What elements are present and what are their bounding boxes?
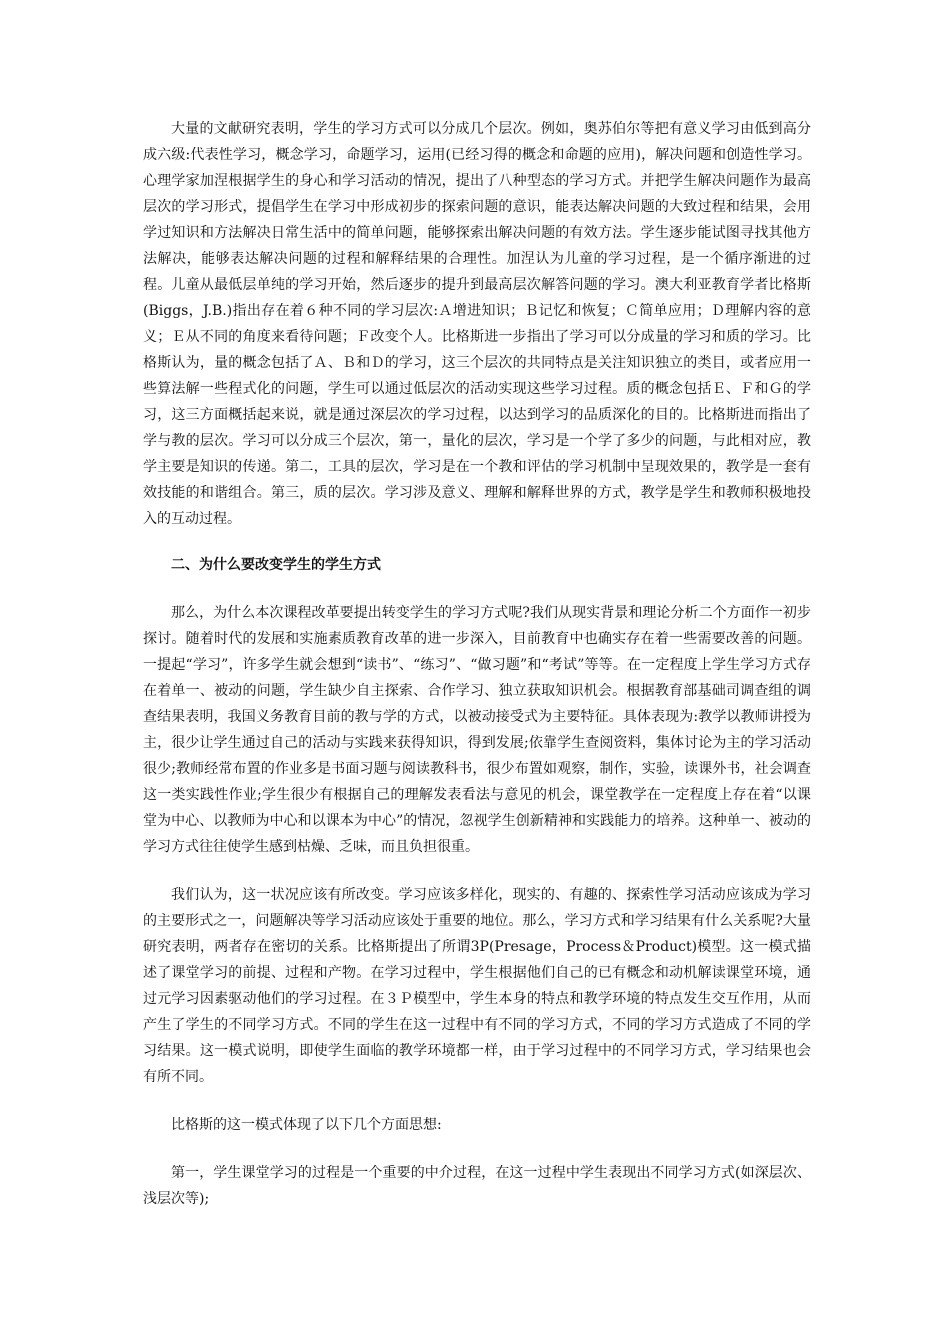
paragraph-why-change: 那么，为什么本次课程改革要提出转变学生的学习方式呢?我们从现实背景和理论分析二个方面作一初步探讨。随着时代的发展和实施素质教育改革的进一步深入，目前教育中也确实存在着一些需要改善的问题。一提起“学习”，许多学生就会想到“读书”、“练习”、“做习题”和“考试”等等。在一定程度上学生学习方式存在着单一、被动的问题，学生缺少自主探索、合作学习、独立获取知识机会。根据教育部基础司调查组的调查结果表明，我国义务教育目前的教与学的方式，以被动接受式为主要特征。具体表现为:教学以教师讲授为主，很少让学生通过自己的活动与实践来获得知识，得到发展;依靠学生查阅资料，集体讨论为主的学习活动很少;教师经常布置的作业多是书面习题与阅读教科书，很少布置如观察，制作，实验，读课外书，社会调查这一类实践性作业;学生很少有根据自己的理解发表看法与意见的机会，课堂教学在一定程度上存在着“以课堂为中心、以教师为中心和以课本为中心”的情况，忽视学生创新精神和实践能力的培养。这种单一、被动的学习方式往往使学生感到枯燥、乏味，而且负担很重。 xyxy=(143,605,811,855)
spacer xyxy=(143,860,811,882)
spacer xyxy=(143,532,811,552)
paragraph-model-ideas: 比格斯的这一模式体现了以下几个方面思想: xyxy=(171,1117,442,1133)
spacer xyxy=(143,1090,811,1112)
spacer xyxy=(143,578,811,600)
section-heading: 二、为什么要改变学生的学生方式 xyxy=(171,557,381,573)
paragraph-3p-model: 我们认为，这一状况应该有所改变。学习应该多样化，现实的、有趣的、探索性学习活动应该成为学习的主要形式之一，问题解决等学习活动应该处于重要的地位。那么，学习方式和学习结果有什么关系呢?大量研究表明，两者存在密切的关系。比格斯提出了所谓3P(Presage，Process＆Product)模型。这一模式描述了课堂学习的前提、过程和产物。在学习过程中，学生根据他们自己的已有概念和动机解读课堂环境，通过元学习因素驱动他们的学习过程。在３Ｐ模型中，学生本身的特点和教学环境的特点发生交互作用，从而产生了学生的不同学习方式。不同的学生在这一过程中有不同的学习方式，不同的学习方式造成了不同的学习结果。这一模式说明，即使学生面临的教学环境都一样，由于学习过程中的不同学习方式，学习结果也会有所不同。 xyxy=(143,887,811,1085)
paragraph-learning-levels: 大量的文献研究表明，学生的学习方式可以分成几个层次。例如，奥苏伯尔等把有意义学习由低到高分成六级:代表性学习，概念学习，命题学习，运用(已经习得的概念和命题的应用)，解决问题和创造性学习。心理学家加涅根据学生的身心和学习活动的情况，提出了八种型态的学习方式。并把学生解决问题作为最高层次的学习形式，提倡学生在学习中形成初步的探索问题的意识，能表达解决问题的大致过程和结果，会用学过知识和方法解决日常生活中的简单问题，能够探索出解决问题的有效方法。学生逐步能试图寻找其他方法解决，能够表达解决问题的过程和解释结果的合理性。加涅认为儿童的学习过程，是一个循序渐进的过程。儿童从最低层单纯的学习开始，然后逐步的提升到最高层次解答问题的学习。澳大利亚教育学者比格斯(Biggs，J.B.)指出存在着６种不同的学习层次:Ａ增进知识；Ｂ记忆和恢复；Ｃ简单应用；Ｄ理解内容的意义；Ｅ从不同的角度来看待问题；Ｆ改变个人。比格斯进一步指出了学习可以分成量的学习和质的学习。比格斯认为，量的概念包括了Ａ、Ｂ和Ｄ的学习，这三个层次的共同特点是关注知识独立的类目，或者应用一些算法解一些程式化的问题，学生可以通过低层次的活动实现这些学习过程。质的概念包括Ｅ、Ｆ和Ｇ的学习，这三方面概括起来说，就是通过深层次的学习过程，以达到学习的品质深化的目的。比格斯进而指出了学与教的层次。学习可以分成三个层次，第一，量化的层次，学习是一个学了多少的问题，与此相对应，教学主要是知识的传递。第二，工具的层次，学习是在一个教和评估的学习机制中呈现效果的，教学是一套有效技能的和谐组合。第三，质的层次。学习涉及意义、理解和解释世界的方式，教学是学生和教师积极地投入的互动过程。 xyxy=(143,121,811,527)
paragraph-point-one: 第一，学生课堂学习的过程是一个重要的中介过程，在这一过程中学生表现出不同学习方式(如深层次、浅层次等); xyxy=(143,1165,811,1207)
spacer xyxy=(143,1138,811,1160)
document-page xyxy=(143,116,811,1212)
